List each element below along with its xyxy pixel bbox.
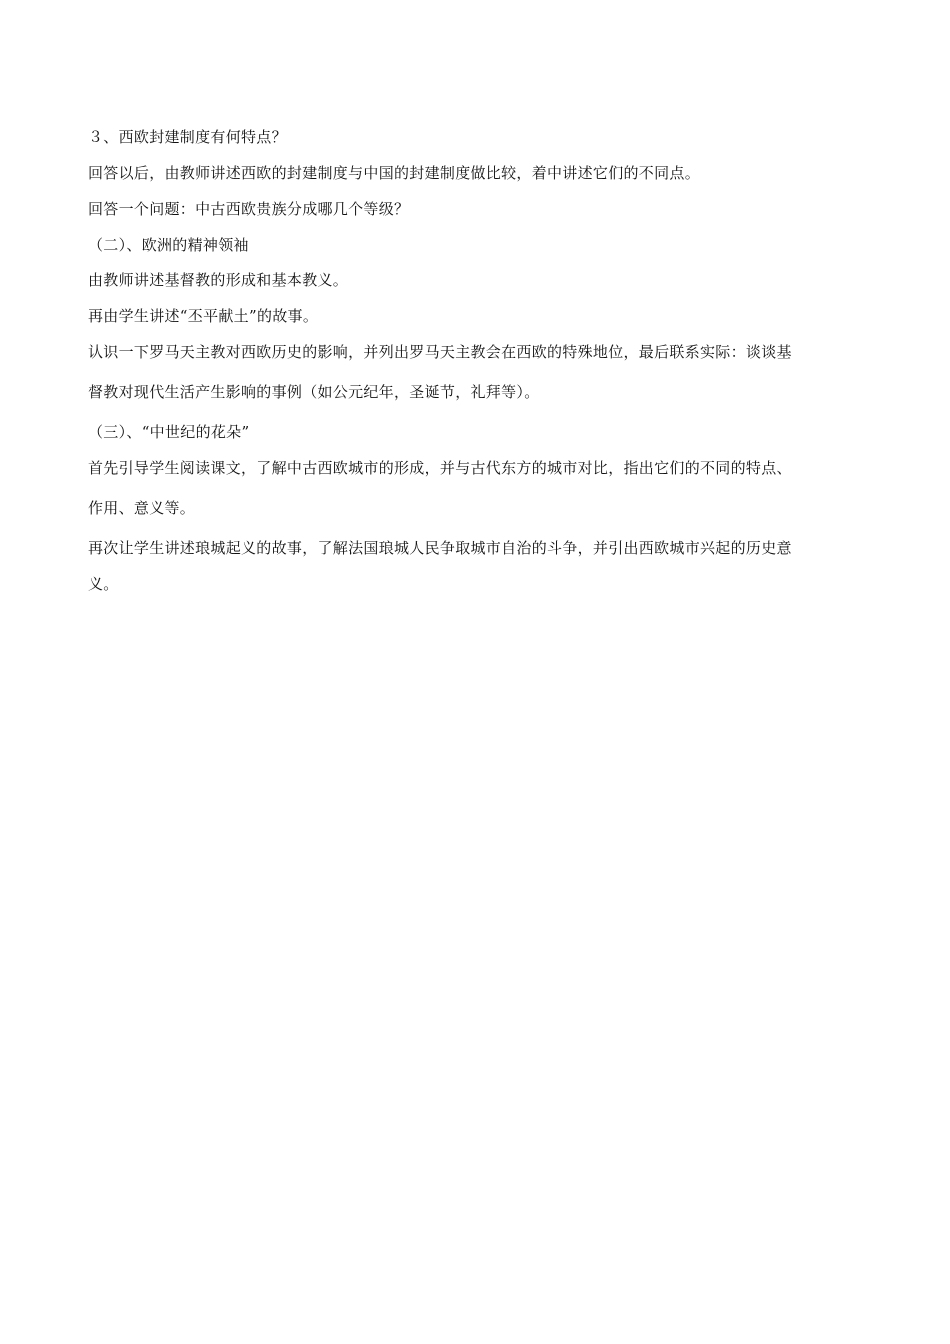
question-3-line: ３、西欧封建制度有何特点？ [88, 128, 287, 146]
paragraph-line: 由教师讲述基督教的形成和基本教义。 [88, 271, 349, 289]
paragraph-line: 义。 [88, 575, 119, 593]
paragraph-line: 作用、意义等。 [88, 499, 196, 517]
paragraph-line: 再由学生讲述“丕平献土”的故事。 [88, 307, 319, 325]
paragraph-line: 首先引导学生阅读课文，了解中古西欧城市的形成，并与古代东方的城市对比，指出它们的不同的特点、 [88, 459, 792, 477]
paragraph-line: 督教对现代生活产生影响的事例（如公元纪年，圣诞节，礼拜等）。 [88, 383, 540, 401]
paragraph-line: 回答一个问题：中古西欧贵族分成哪几个等级？ [88, 200, 410, 218]
section-heading-2: （二）、欧洲的精神领袖 [88, 236, 249, 254]
paragraph-line: 回答以后，由教师讲述西欧的封建制度与中国的封建制度做比较，着中讲述它们的不同点。 [88, 164, 701, 182]
section-heading-3: （三）、“中世纪的花朵” [88, 423, 250, 441]
paragraph-line: 再次让学生讲述琅城起义的故事，了解法国琅城人民争取城市自治的斗争，并引出西欧城市兴起的历史意 [88, 539, 792, 557]
paragraph-line: 认识一下罗马天主教对西欧历史的影响，并列出罗马天主教会在西欧的特殊地位，最后联系实际：谈谈基 [88, 343, 792, 361]
